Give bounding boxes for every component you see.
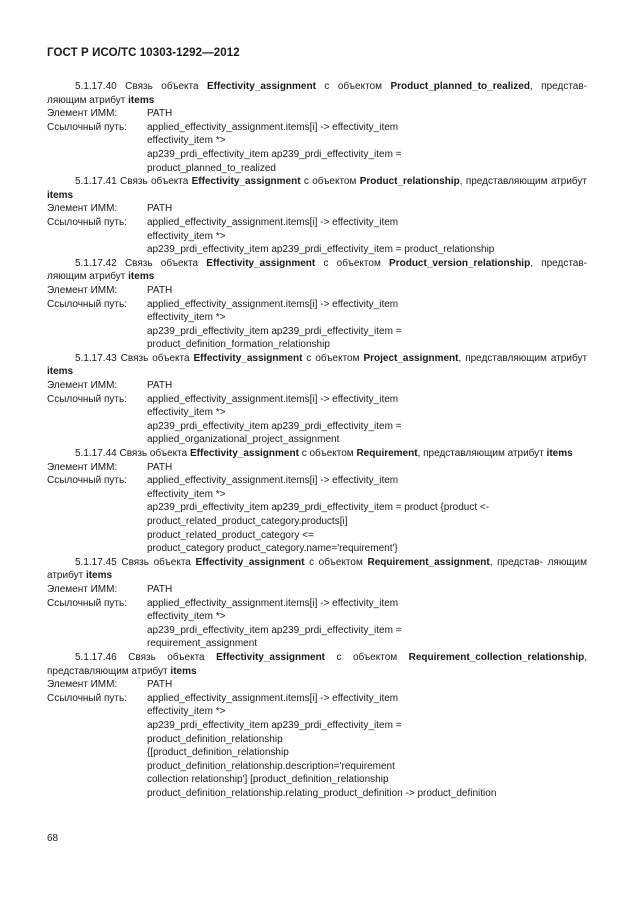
element-label: Элемент ИММ: bbox=[47, 108, 118, 120]
title-text: атрибут bbox=[550, 352, 588, 364]
path-continuation bbox=[147, 406, 587, 447]
mapping-section bbox=[47, 175, 587, 257]
path-line: effectivity_item *> bbox=[147, 706, 226, 718]
path-label: Ссылочный путь: bbox=[47, 298, 127, 310]
path-label: Ссылочный путь: bbox=[47, 393, 127, 405]
path-line: ap239_prdi_effectivity_item ap239_prdi_effectivity_item = product_relationship bbox=[147, 244, 495, 256]
element-label: Элемент ИММ: bbox=[47, 380, 118, 392]
path-line: ap239_prdi_effectivity_item ap239_prdi_effectivity_item = product {product <- bbox=[147, 502, 490, 514]
element-value: PATH bbox=[147, 461, 173, 473]
title-text: с объектом bbox=[303, 176, 357, 188]
path-line: product_category product_category.name='requirement'} bbox=[147, 543, 398, 555]
title-text: атрибут bbox=[550, 176, 588, 188]
target-entity-name: Product_version_relationship bbox=[389, 257, 531, 269]
mapping-section bbox=[47, 257, 587, 352]
path-line: product_definition_formation_relationship bbox=[147, 339, 330, 351]
element-row bbox=[47, 284, 587, 298]
path-label: Ссылочный путь: bbox=[47, 692, 127, 704]
element-label: Элемент ИММ: bbox=[47, 679, 118, 691]
entity-name: Effectivity_assignment bbox=[191, 176, 301, 188]
path-label: Ссылочный путь: bbox=[47, 597, 127, 609]
section-number: 5.1.17.45 bbox=[75, 556, 117, 568]
path-row bbox=[47, 298, 587, 312]
path-label: Ссылочный путь: bbox=[47, 216, 127, 228]
entity-name: Effectivity_assignment bbox=[193, 352, 303, 364]
title-text: , представ- bbox=[529, 81, 587, 92]
title-text: ляющим атрибут bbox=[47, 556, 588, 582]
path-line: product_related_product_category <= bbox=[147, 529, 314, 541]
section-number: 5.1.17.46 bbox=[75, 651, 117, 663]
path-line: product_definition_relationship.description='requirement bbox=[147, 760, 395, 772]
section-number: 5.1.17.40 bbox=[75, 81, 117, 92]
attribute-name: items bbox=[128, 94, 155, 106]
document-body bbox=[47, 80, 587, 800]
entity-name: Effectivity_assignment bbox=[207, 81, 316, 92]
element-label: Элемент ИММ: bbox=[47, 203, 118, 215]
mapping-section bbox=[47, 651, 587, 801]
title-text: , представляющим bbox=[459, 176, 548, 188]
entity-name: Effectivity_assignment bbox=[195, 556, 305, 568]
element-value: PATH bbox=[147, 203, 173, 215]
page-header: ГОСТ Р ИСО/ТС 10303-1292—2012 bbox=[47, 47, 240, 59]
element-label: Элемент ИММ: bbox=[47, 461, 118, 473]
path-line: collection relationship'] [product_definition_relationship bbox=[147, 774, 389, 786]
title-text: Связь объекта bbox=[119, 448, 188, 460]
title-text: с объектом bbox=[324, 81, 382, 92]
entity-name: Effectivity_assignment bbox=[216, 651, 326, 663]
path-continuation bbox=[147, 488, 587, 556]
path-row bbox=[47, 393, 587, 407]
path-label: Ссылочный путь: bbox=[47, 121, 127, 133]
element-value: PATH bbox=[147, 679, 173, 691]
section-title bbox=[47, 80, 587, 107]
title-text: , bbox=[584, 651, 588, 663]
path-continuation bbox=[147, 311, 587, 352]
path-line: product_planned_to_realized bbox=[147, 162, 276, 174]
mapping-section bbox=[47, 80, 587, 175]
element-row bbox=[47, 461, 587, 475]
path-line: ap239_prdi_effectivity_item ap239_prdi_effectivity_item = bbox=[147, 420, 402, 432]
title-text: , представ- bbox=[530, 257, 588, 269]
path-line: product_related_product_category.products[i] bbox=[147, 516, 348, 527]
path-line: product_definition_relationship.relating_product_definition -> product_definition bbox=[147, 787, 497, 799]
element-row bbox=[47, 583, 587, 597]
section-number: 5.1.17.44 bbox=[75, 448, 117, 460]
path-row bbox=[47, 216, 587, 230]
path-line: ap239_prdi_effectivity_item ap239_prdi_effectivity_item = bbox=[147, 624, 402, 636]
entity-name: Effectivity_assignment bbox=[206, 257, 316, 269]
path-line: applied_effectivity_assignment.items[i] -> effectivity_item bbox=[147, 597, 399, 609]
mapping-section bbox=[47, 352, 587, 447]
title-text: Связь объекта bbox=[121, 556, 191, 568]
section-title bbox=[47, 352, 587, 379]
path-row bbox=[47, 597, 587, 611]
title-text: ляющим атрибут bbox=[47, 271, 126, 283]
element-value: PATH bbox=[147, 583, 173, 595]
section-title bbox=[47, 175, 587, 202]
element-row bbox=[47, 202, 587, 216]
attribute-name: items bbox=[47, 189, 74, 201]
mapping-section bbox=[47, 556, 587, 651]
title-text: , представляющим атрибут bbox=[417, 448, 544, 460]
path-continuation bbox=[147, 134, 587, 175]
path-line: effectivity_item *> bbox=[147, 488, 226, 500]
path-row bbox=[47, 121, 587, 135]
path-line: applied_effectivity_assignment.items[i] -> effectivity_item bbox=[147, 121, 399, 133]
path-line: applied_effectivity_assignment.items[i] -> effectivity_item bbox=[147, 298, 399, 310]
title-text: с объектом bbox=[323, 257, 381, 269]
title-text: с объектом bbox=[306, 352, 360, 364]
section-title bbox=[47, 257, 587, 284]
target-entity-name: Project_assignment bbox=[363, 352, 459, 364]
path-line: ap239_prdi_effectivity_item ap239_prdi_effectivity_item = bbox=[147, 325, 402, 337]
attribute-name: items bbox=[128, 271, 155, 283]
path-continuation bbox=[147, 230, 587, 257]
element-value: PATH bbox=[147, 108, 173, 120]
title-text: с объектом bbox=[336, 651, 398, 663]
path-line: applied_effectivity_assignment.items[i] -> effectivity_item bbox=[147, 216, 399, 228]
element-label: Элемент ИММ: bbox=[47, 284, 118, 296]
path-line: applied_effectivity_assignment.items[i] -> effectivity_item bbox=[147, 393, 399, 405]
mapping-section bbox=[47, 447, 587, 556]
target-entity-name: Requirement_assignment bbox=[367, 556, 490, 568]
element-value: PATH bbox=[147, 380, 173, 392]
target-entity-name: Requirement_collection_relationship bbox=[408, 651, 585, 663]
path-line: effectivity_item *> bbox=[147, 230, 226, 242]
target-entity-name: Requirement bbox=[356, 448, 418, 460]
path-row bbox=[47, 692, 587, 706]
path-line: effectivity_item *> bbox=[147, 611, 226, 623]
title-text: представляющим атрибут bbox=[47, 665, 168, 677]
path-line: applied_effectivity_assignment.items[i] -> effectivity_item bbox=[147, 692, 399, 704]
section-title bbox=[47, 556, 587, 583]
section-number: 5.1.17.42 bbox=[75, 257, 117, 269]
path-line: ap239_prdi_effectivity_item ap239_prdi_effectivity_item = bbox=[147, 148, 402, 160]
title-text: с объектом bbox=[301, 448, 354, 460]
path-continuation bbox=[147, 610, 587, 651]
element-row bbox=[47, 107, 587, 121]
page-number: 68 bbox=[47, 833, 59, 844]
title-text: Связь объекта bbox=[124, 257, 199, 269]
section-number: 5.1.17.43 bbox=[75, 352, 117, 364]
path-label: Ссылочный путь: bbox=[47, 475, 127, 487]
path-line: ap239_prdi_effectivity_item ap239_prdi_effectivity_item = bbox=[147, 719, 402, 731]
title-text: Связь объекта bbox=[120, 352, 190, 364]
element-row bbox=[47, 379, 587, 393]
title-text: Связь объекта bbox=[128, 651, 205, 663]
path-line: applied_effectivity_assignment.items[i] -> effectivity_item bbox=[147, 475, 399, 487]
section-number: 5.1.17.41 bbox=[75, 176, 117, 188]
path-line: effectivity_item *> bbox=[147, 135, 226, 147]
attribute-name: items bbox=[170, 665, 197, 677]
title-text: , представляющим bbox=[458, 352, 547, 364]
path-line: effectivity_item *> bbox=[147, 407, 226, 419]
entity-name: Effectivity_assignment bbox=[189, 448, 299, 460]
title-text: Связь объекта bbox=[120, 176, 189, 188]
path-line: product_definition_relationship bbox=[147, 733, 283, 745]
section-title bbox=[47, 651, 587, 678]
element-label: Элемент ИММ: bbox=[47, 583, 118, 595]
target-entity-name: Product_relationship bbox=[359, 176, 460, 188]
path-line: applied_organizational_project_assignment bbox=[147, 434, 340, 446]
title-text: , представ- bbox=[489, 556, 543, 568]
attribute-name: items bbox=[85, 570, 113, 582]
path-row bbox=[47, 474, 587, 488]
attribute-name: items bbox=[546, 448, 573, 460]
title-text: ляющим атрибут bbox=[47, 94, 126, 106]
element-row bbox=[47, 678, 587, 692]
attribute-name: items bbox=[47, 366, 74, 378]
title-text: с объектом bbox=[309, 556, 363, 568]
path-line: {[product_definition_relationship bbox=[147, 747, 289, 759]
section-title bbox=[47, 447, 587, 461]
path-line: effectivity_item *> bbox=[147, 312, 226, 324]
element-value: PATH bbox=[147, 284, 173, 296]
path-line: requirement_assignment bbox=[147, 638, 258, 650]
path-continuation bbox=[147, 705, 587, 800]
title-text: Связь объекта bbox=[125, 81, 199, 92]
target-entity-name: Product_planned_to_realized bbox=[390, 81, 530, 92]
